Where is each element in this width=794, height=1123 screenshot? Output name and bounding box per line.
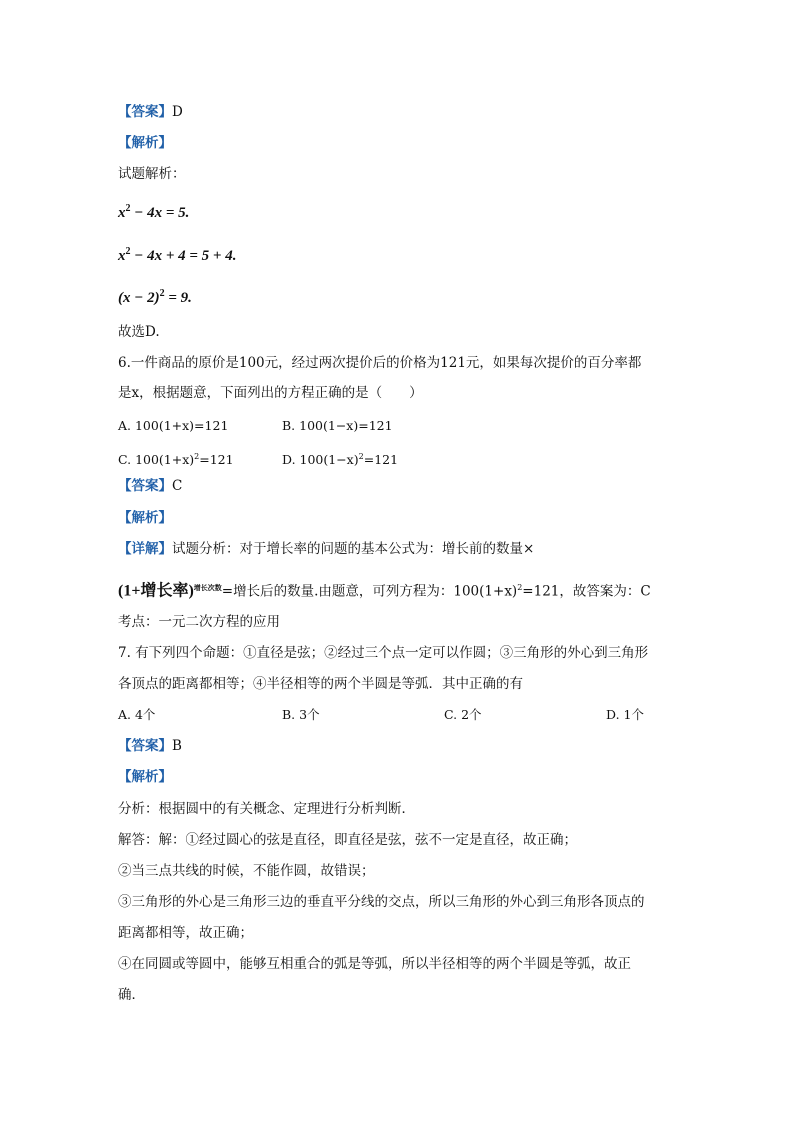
question-7-line-1: 7. 有下列四个命题：①直径是弦；②经过三个点一定可以作圆；③三角形的外心到三角形	[118, 645, 649, 661]
question-6-line-2: 是x，根据题意，下面列出的方程正确的是（ ）	[118, 385, 423, 401]
detail-line-1: 【详解】试题分析：对于增长率的问题的基本公式为：增长前的数量×	[118, 541, 535, 557]
option-b: B. 100(1−x)=121	[282, 418, 393, 433]
analysis-line-2: 【解析】	[118, 510, 172, 526]
q7-option-a: A. 4个	[118, 707, 156, 722]
answer-line-1	[118, 102, 183, 122]
option-a: A. 100(1+x)=121	[118, 418, 229, 433]
analysis-line-3: 【解析】	[118, 769, 172, 785]
question-6-line-1: 6.一件商品的原价是100元，经过两次提价后的价格为121元，如果每次提价的百分率都	[118, 355, 642, 371]
detail-tag: 【详解】	[118, 541, 172, 557]
analysis-tag: 【解析】	[118, 135, 172, 151]
answer-line-3: 【答案】B	[118, 738, 182, 754]
solution-line-5: 距离都相等，故正确；	[118, 925, 253, 941]
equation-1: $x^2 - 4x = 5$.	[118, 203, 190, 221]
growth-exponent: 增长次数	[193, 583, 222, 592]
growth-formula: (1+增长率)	[118, 582, 194, 600]
kaodian-line: 考点：一元二次方程的应用	[118, 614, 280, 630]
analysis-line-1	[118, 133, 172, 153]
answer-tag: 【答案】	[118, 104, 172, 120]
solution-line-3: ②当三点共线的时候，不能作圆，故错误；	[118, 863, 375, 879]
q7-option-d: D. 1个	[606, 707, 644, 722]
equation-2: $x^2 - 4x + 4 = 5 + 4$.	[118, 246, 237, 264]
answer-line-2: 【答案】C	[118, 478, 183, 494]
question-7-line-2: 各顶点的距离都相等；④半径相等的两个半圆是等弧．其中正确的有	[118, 676, 523, 692]
solution-line-6: ④在同圆或等圆中，能够互相重合的弧是等弧，所以半径相等的两个半圆是等弧，故正	[118, 956, 631, 972]
detail-line-2: (1+增长率)$^{增长次数}$=增长后的数量.由题意，可列方程为：$100(1+x)^2=121$，故答案为：C	[118, 582, 651, 600]
option-c: C. $100(1+x)^2=121$	[118, 452, 234, 468]
solution-line-1: 分析：根据圆中的有关概念、定理进行分析判断．	[118, 801, 415, 817]
answer-value: D	[172, 104, 183, 120]
q7-option-b: B. 3个	[282, 707, 320, 722]
conclusion-1: 故选D.	[118, 324, 160, 340]
solution-line-4: ③三角形的外心是三角形三边的垂直平分线的交点，所以三角形的外心到三角形各顶点的	[118, 894, 645, 910]
q7-option-c: C. 2个	[444, 707, 482, 722]
trial-label: 试题解析：	[118, 166, 186, 182]
option-d: D. $100(1-x)^2=121$	[282, 452, 399, 468]
solution-line-7: 确．	[118, 987, 145, 1003]
equation-3: $(x - 2)^2 = 9$.	[118, 288, 192, 306]
solution-line-2: 解答：解：①经过圆心的弦是直径，即直径是弦，弦不一定是直径，故正确；	[118, 832, 577, 848]
